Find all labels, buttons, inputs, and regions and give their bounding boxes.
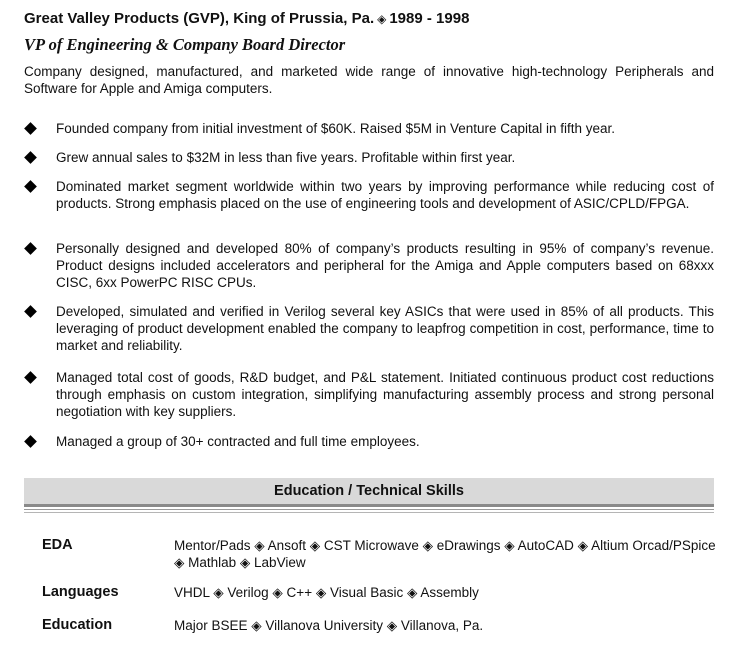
job-title: VP of Engineering & Company Board Director: [24, 35, 346, 54]
skill-label: Education: [42, 617, 113, 633]
skill-label: EDA: [42, 537, 73, 553]
section-divider: [24, 512, 714, 513]
achievement-text: Managed total cost of goods, R&D budget, and P&L statement. Initiated continuous product cost reductions through emphasis on custom integration, simplifying manufacturing assembly process and strong personal negotiation with key suppliers.: [56, 370, 714, 419]
section-header: [24, 478, 714, 504]
bullet-diamond-icon: [24, 122, 37, 135]
company-name: Great Valley Products (GVP), King of Prussia, Pa.: [24, 10, 375, 27]
skill-value: VHDL ◈ Verilog ◈ C++ ◈ Visual Basic ◈ Assembly: [174, 585, 479, 600]
section-title: Education / Technical Skills: [274, 483, 464, 499]
bullet-diamond-icon: [24, 371, 37, 384]
bullet-diamond-icon: [24, 151, 37, 164]
section-divider: [24, 504, 714, 507]
bullet-diamond-icon: [24, 435, 37, 448]
bullet-diamond-icon: [24, 305, 37, 318]
achievement-text: Dominated market segment worldwide within two years by improving performance while reducing cost of products. Strong emphasis placed on the use of engineering tools and development of ASIC/CPLD/FPGA.: [56, 179, 714, 211]
company-description: Company designed, manufactured, and marketed wide range of innovative high-technology Peripherals and Software for Apple and Amiga computers.: [24, 64, 714, 96]
achievement-text: Grew annual sales to $32M in less than five years. Profitable within first year.: [56, 150, 516, 165]
achievement-text: Personally designed and developed 80% of company’s products resulting in 95% of company’s revenue. Product designs included accelerators and peripheral for the Amiga and Apple computers based on 68xxx CISC, 6xx PowerPC RISC CPUs.: [56, 241, 714, 290]
achievement-text: Managed a group of 30+ contracted and full time employees.: [56, 434, 420, 449]
skill-value: Major BSEE ◈ Villanova University ◈ Villanova, Pa.: [174, 618, 484, 633]
skill-label: Languages: [42, 584, 119, 600]
separator-diamond-icon: ◈: [377, 12, 387, 26]
employment-dates: 1989 - 1998: [389, 10, 470, 27]
bullet-diamond-icon: [24, 180, 37, 193]
achievement-text: Developed, simulated and verified in Verilog several key ASICs that were used in 85% of all products. This leveraging of product development enabled the company to leapfrog competition in cost, performance, time to market and reliability.: [56, 304, 714, 353]
achievement-text: Founded company from initial investment of $60K. Raised $5M in Venture Capital in fifth year.: [56, 121, 616, 136]
section-divider: [24, 509, 714, 510]
skill-value: Mentor/Pads ◈ Ansoft ◈ CST Microwave ◈ eDrawings ◈ AutoCAD ◈ Altium Orcad/PSpice ◈ Mathlab ◈ LabView: [174, 538, 716, 570]
bullet-diamond-icon: [24, 242, 37, 255]
